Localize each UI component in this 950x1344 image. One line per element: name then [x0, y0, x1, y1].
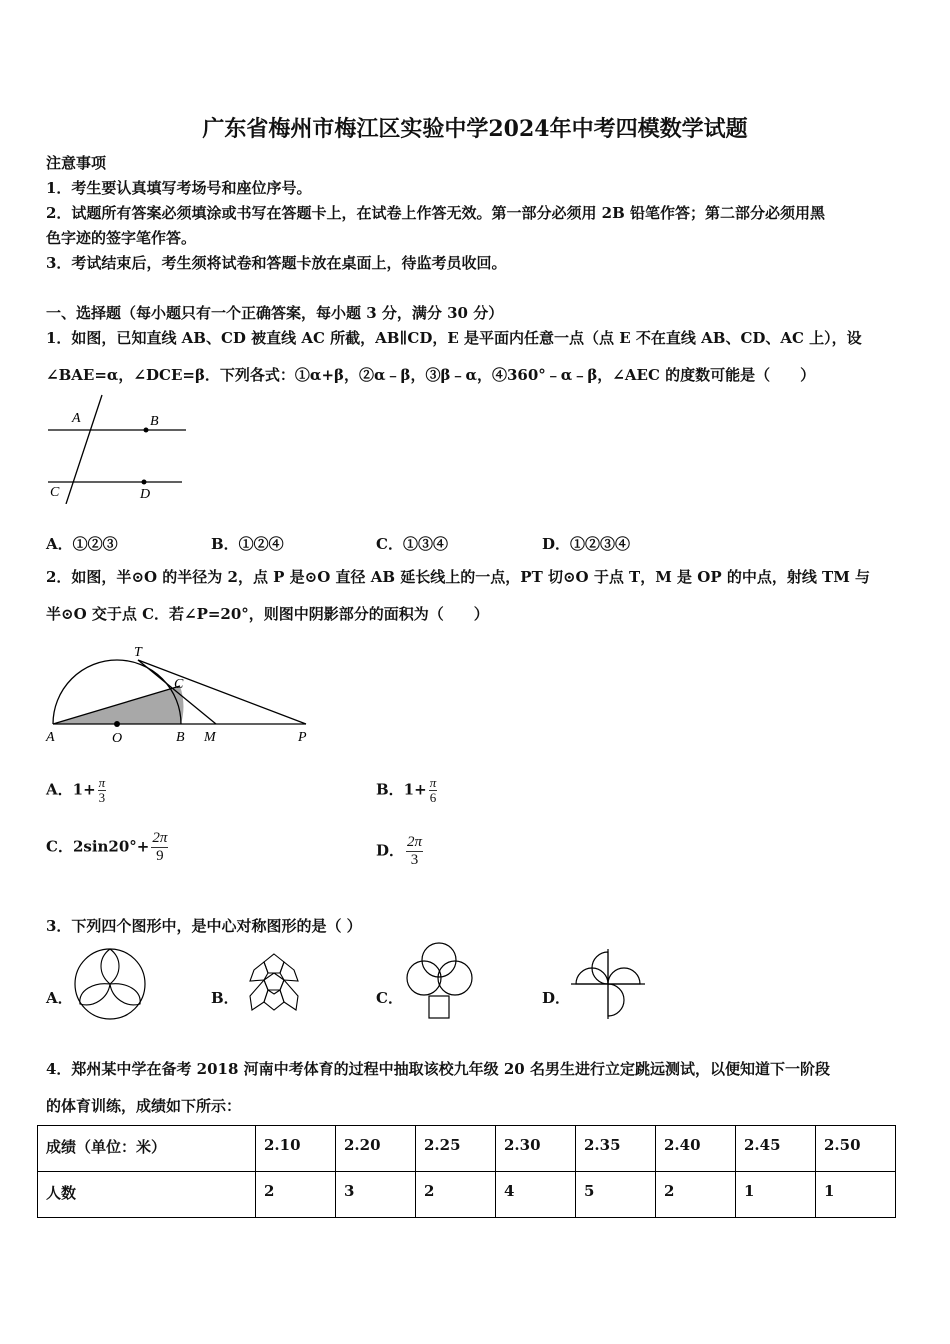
- q4-stem-line1: 4．郑州某中学在备考 2018 河南中考体育的过程中抽取该校九年级 20 名男生进行立定跳远测试，以便知道下一阶段: [46, 1060, 830, 1078]
- q3-figure-a[interactable]: [72, 946, 150, 1024]
- table-cell: 2.20: [336, 1126, 416, 1172]
- q3-option-c-label[interactable]: C．: [376, 989, 403, 1007]
- q2-option-a-denominator: 3: [98, 790, 106, 805]
- q2-label-o: O: [112, 731, 123, 746]
- table-row: [38, 1126, 896, 1172]
- table-cell: 1: [816, 1172, 896, 1218]
- table-row: [38, 1172, 896, 1218]
- q1-label-d: D: [140, 487, 151, 502]
- table-cell: 2: [256, 1172, 336, 1218]
- q2-label-m: M: [204, 730, 216, 745]
- table-cell: 2.30: [496, 1126, 576, 1172]
- table-cell: 5: [576, 1172, 656, 1218]
- notice-heading: 注意事项: [46, 154, 107, 172]
- q2-option-c-denominator: 9: [156, 848, 164, 864]
- section-heading: 一、选择题（每小题只有一个正确答案，每小题 3 分，满分 30 分）: [46, 304, 504, 322]
- q3-figure-b[interactable]: [234, 944, 314, 1024]
- table-cell: 4: [496, 1172, 576, 1218]
- q2-option-a-numerator: π: [98, 775, 106, 790]
- q2-label-p: P: [298, 730, 307, 745]
- q2-label-c: C: [174, 677, 184, 692]
- q3-figure-d[interactable]: [568, 944, 648, 1024]
- q3-option-d-label[interactable]: D．: [542, 989, 571, 1007]
- q1-option-b[interactable]: B．①②④: [211, 535, 284, 553]
- table-cell: 2.45: [736, 1126, 816, 1172]
- q4-stem-line2: 的体育训练，成绩如下所示：: [46, 1097, 242, 1115]
- q1-option-d[interactable]: D．①②③④: [542, 535, 631, 553]
- q3-option-a-label[interactable]: A．: [46, 989, 73, 1007]
- q1-stem-line1: 1．如图，已知直线 AB、CD 被直线 AC 所截，AB∥CD，E 是平面内任意一点（点 E 不在直线 AB、CD、AC 上），设: [46, 329, 862, 347]
- q2-label-b: B: [176, 730, 185, 745]
- table-cell: 3: [336, 1172, 416, 1218]
- table-cell: 2.10: [256, 1126, 336, 1172]
- q1-option-a[interactable]: A．①②③: [46, 535, 118, 553]
- q1-label-b: B: [150, 414, 159, 429]
- q2-option-a-prefix: A．1+: [46, 780, 96, 799]
- q1-label-a: A: [72, 411, 81, 426]
- q2-option-d-denominator: 3: [410, 852, 419, 868]
- q2-option-b-denominator: 6: [429, 790, 437, 805]
- notice-item-2-line1: 2．试题所有答案必须填涂或书写在答题卡上，在试卷上作答无效。第一部分必须用 2B 铅笔作答；第二部分必须用黑: [46, 204, 826, 222]
- q3-figure-c[interactable]: [402, 940, 478, 1024]
- q2-option-c-prefix: C．2sin20°+: [46, 837, 150, 856]
- q1-stem-line2: ∠BAE=α，∠DCE=β．下列各式：①α+β，②α﹣β，③β﹣α，④360°﹣α﹣β，∠AEC 的度数可能是（ ）: [46, 366, 816, 384]
- q2-option-b-prefix: B．1+: [376, 780, 427, 799]
- table-cell: 2: [656, 1172, 736, 1218]
- q2-option-d[interactable]: [376, 834, 423, 869]
- q2-option-b-numerator: π: [429, 775, 437, 790]
- q2-stem-line1: 2．如图，半⊙O 的半径为 2，点 P 是⊙O 直径 AB 延长线上的一点，PT 切⊙O 于点 T，M 是 OP 的中点，射线 TM 与: [46, 568, 871, 586]
- table-cell: 2.40: [656, 1126, 736, 1172]
- q1-option-c[interactable]: C．①③④: [376, 535, 448, 553]
- q1-figure: [44, 392, 192, 504]
- table-cell: 2.35: [576, 1126, 656, 1172]
- q2-figure: [40, 640, 320, 750]
- page-title: 广东省梅州市梅江区实验中学2024年中考四模数学试题: [202, 116, 748, 142]
- notice-item-1: 1．考生要认真填写考场号和座位序号。: [46, 179, 312, 197]
- table-cell: 1: [736, 1172, 816, 1218]
- q2-option-c-numerator: 2π: [152, 830, 168, 846]
- q2-option-c[interactable]: [46, 830, 168, 865]
- table-header-count: 人数: [38, 1172, 256, 1218]
- q2-option-d-numerator: 2π: [407, 834, 423, 850]
- q2-option-b[interactable]: [376, 776, 437, 805]
- q2-label-a: A: [46, 730, 55, 745]
- q3-stem: 3．下列四个图形中，是中心对称图形的是（ ）: [46, 917, 362, 935]
- q2-option-a[interactable]: [46, 776, 106, 805]
- table-header-score: 成绩（单位：米）: [38, 1126, 256, 1172]
- q2-stem-line2: 半⊙O 交于点 C．若∠P=20°，则图中阴影部分的面积为（ ）: [46, 605, 489, 623]
- q1-label-c: C: [50, 485, 60, 500]
- q2-option-d-prefix: D．: [376, 841, 405, 860]
- notice-item-3: 3．考试结束后，考生须将试卷和答题卡放在桌面上，待监考员收回。: [46, 254, 507, 272]
- q2-label-t: T: [134, 645, 142, 660]
- table-cell: 2.50: [816, 1126, 896, 1172]
- table-cell: 2.25: [416, 1126, 496, 1172]
- table-cell: 2: [416, 1172, 496, 1218]
- q3-option-b-label[interactable]: B．: [211, 989, 239, 1007]
- score-table: [37, 1125, 896, 1218]
- notice-item-2-line2: 色字迹的签字笔作答。: [46, 229, 197, 247]
